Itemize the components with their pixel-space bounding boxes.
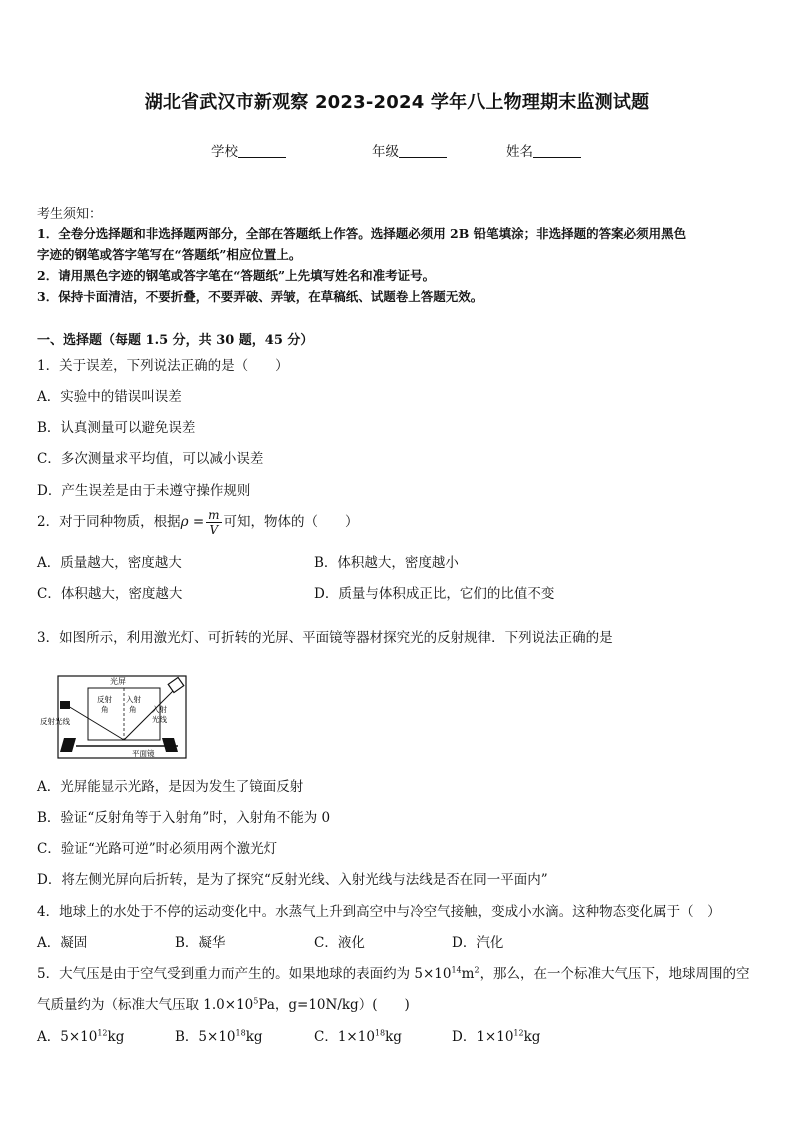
q1-option-c[interactable]: C．多次测量求平均值，可以减小误差 <box>37 451 264 467</box>
density-formula <box>206 508 221 537</box>
q5-c-pre: C．1×10 <box>314 1029 375 1045</box>
q5-c-exp: 18 <box>374 1028 386 1038</box>
q2-rho: ρ = <box>180 514 205 530</box>
left-stand <box>60 738 76 752</box>
formula-denominator: V <box>209 523 219 537</box>
q3-option-d[interactable]: D．将左侧光屏向后折转，是为了探究“反射光线、入射光线与法线是否在同一平面内” <box>37 872 548 888</box>
q5-stem-line-1 <box>37 962 750 982</box>
grade-field[interactable] <box>372 140 447 160</box>
grade-label: 年级 <box>372 144 399 160</box>
q1-option-d[interactable]: D．产生误差是由于未遵守操作规则 <box>37 483 251 499</box>
q3-option-b[interactable]: B．验证“反射角等于入射角”时，入射角不能为 0 <box>37 810 331 826</box>
q1-option-a[interactable]: A．实验中的错误叫误差 <box>37 389 182 405</box>
name-blank[interactable] <box>533 144 581 158</box>
notice-line-1b: 字迹的钢笔或答字笔写在“答题纸”相应位置上。 <box>37 247 302 262</box>
label-mirror: 平面镜 <box>132 749 155 758</box>
label-inc-ray-1: 入射 <box>152 705 167 714</box>
q2-option-d[interactable]: D．质量与体积成正比，它们的比值不变 <box>314 586 555 602</box>
q5-stem2-exp: 5 <box>253 996 259 1006</box>
q5-b-exp: 18 <box>235 1028 246 1038</box>
q5-stem1-post: ，那么，在一个标准大气压下，地球周围的空 <box>479 966 750 982</box>
school-field[interactable] <box>211 140 286 160</box>
q4-option-a[interactable]: A．凝固 <box>37 935 88 951</box>
school-blank[interactable] <box>238 144 286 158</box>
q3-stem: 3．如图所示，利用激光灯、可折转的光屏、平面镜等器材探究光的反射规律．下列说法正确的是 <box>37 630 613 646</box>
label-refl-angle-1: 反射 <box>97 695 112 704</box>
q1-option-b[interactable]: B．认真测量可以避免误差 <box>37 420 196 436</box>
q5-d-pre: D．1×10 <box>452 1029 514 1045</box>
notice-line-3: 3．保持卡面清洁，不要折叠，不要弄破、弄皱，在草稿纸、试题卷上答题无效。 <box>37 289 484 304</box>
q5-a-exp: 12 <box>97 1028 108 1038</box>
label-refl-angle-2: 角 <box>101 705 109 714</box>
right-stand <box>162 738 178 752</box>
notice-line-1: 1．全卷分选择题和非选择题两部分，全部在答题纸上作答。选择题必须用 2B 铅笔填涂；非选择题的答案必须用黑色 <box>37 226 687 241</box>
q5-c-unit: kg <box>385 1029 402 1045</box>
notice-heading: 考生须知： <box>37 207 103 222</box>
q4-stem: 4．地球上的水处于不停的运动变化中。水蒸气上升到高空中与冷空气接触，变成小水滴。这种物态变化属于（ ） <box>37 904 721 920</box>
left-marker <box>60 701 70 709</box>
q5-stem1-exp: 14 <box>451 965 462 975</box>
q5-stem2-pre: 气质量约为（标准大气压取 1.0×10 <box>37 997 254 1013</box>
notice-line-2: 2．请用黑色字迹的钢笔或答字笔在“答题纸”上先填写姓名和准考证号。 <box>37 268 436 283</box>
q2-stem <box>37 508 359 537</box>
q5-d-unit: kg <box>523 1029 541 1045</box>
label-screen: 光屏 <box>110 677 126 686</box>
page-title: 湖北省武汉市新观察 2023-2024 学年八上物理期末监测试题 <box>144 92 650 113</box>
q5-b-unit: kg <box>245 1029 263 1045</box>
q4-option-b[interactable]: B．凝华 <box>175 935 226 951</box>
name-label: 姓名 <box>506 144 533 160</box>
q1-stem: 1．关于误差，下列说法正确的是（ ） <box>37 358 289 374</box>
q2-stem-post: 可知，物体的（ ） <box>223 514 359 530</box>
q5-stem-line-2 <box>37 993 410 1013</box>
reflection-diagram <box>40 672 190 764</box>
q5-d-exp: 12 <box>513 1028 524 1038</box>
label-refl-ray: 反射光线 <box>40 717 70 726</box>
q5-b-pre: B．5×10 <box>175 1029 236 1045</box>
q2-option-a[interactable]: A．质量越大，密度越大 <box>37 555 182 571</box>
label-inc-ray-2: 光线 <box>152 715 167 724</box>
q5-option-a[interactable] <box>37 1025 124 1045</box>
q5-a-unit: kg <box>107 1029 125 1045</box>
grade-blank[interactable] <box>399 144 447 158</box>
q4-option-d[interactable]: D．汽化 <box>452 935 504 951</box>
name-field[interactable] <box>506 140 581 160</box>
label-inc-angle-2: 角 <box>129 705 137 714</box>
q2-option-b[interactable]: B．体积越大，密度越小 <box>314 555 459 571</box>
q5-option-b[interactable] <box>175 1025 263 1045</box>
q5-stem2-post: Pa，g=10N/kg）( ) <box>258 997 410 1013</box>
q5-stem1-mid: m <box>461 966 475 982</box>
q5-a-pre: A．5×10 <box>37 1029 98 1045</box>
label-inc-angle-1: 入射 <box>126 695 141 704</box>
q4-option-c[interactable]: C．液化 <box>314 935 365 951</box>
q5-option-c[interactable] <box>314 1025 402 1045</box>
formula-numerator: m <box>208 508 220 522</box>
q3-option-c[interactable]: C．验证“光路可逆”时必须用两个激光灯 <box>37 841 278 857</box>
q5-stem1-pre: 5．大气压是由于空气受到重力而产生的。如果地球的表面约为 5×10 <box>37 966 452 982</box>
q2-option-c[interactable]: C．体积越大，密度越大 <box>37 586 183 602</box>
q5-stem1-exp2: 2 <box>474 965 480 975</box>
q3-option-a[interactable]: A．光屏能显示光路，是因为发生了镜面反射 <box>37 779 304 795</box>
school-label: 学校 <box>211 144 238 160</box>
q5-option-d[interactable] <box>452 1025 540 1045</box>
laser-icon <box>168 677 184 692</box>
q2-stem-pre: 2．对于同种物质，根据 <box>37 514 181 530</box>
section-heading: 一、选择题（每题 1.5 分，共 30 题，45 分） <box>37 333 314 348</box>
reflected-ray <box>68 706 124 740</box>
